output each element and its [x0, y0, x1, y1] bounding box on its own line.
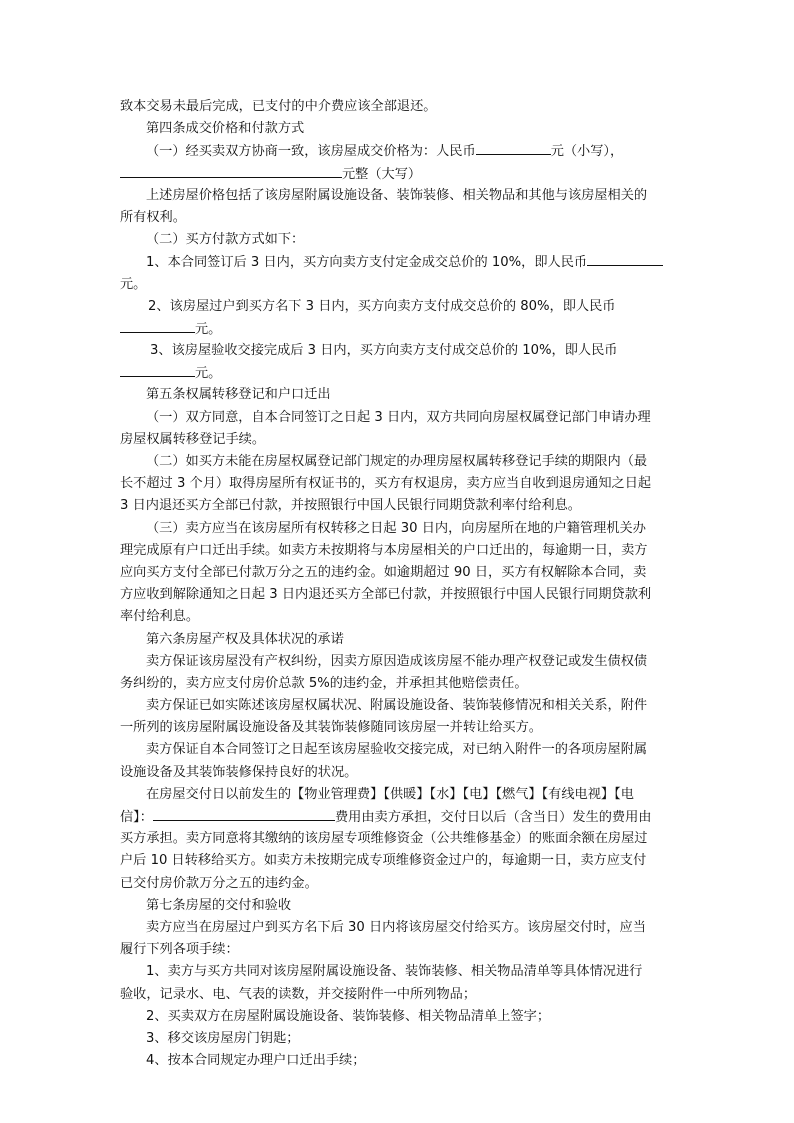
- line-text: 1、卖方与买方共同对该房屋附属设施设备、装饰装修、相关物品清单等具体情况进行: [146, 964, 643, 980]
- line-text: 2、该房屋过户到买方名下 3 日内，买方向卖方支付成交总价的 80%，即人民币: [148, 298, 616, 314]
- text-line: [120, 695, 676, 717]
- line-text: 2、买卖双方在房屋附属设施设备、装饰装修、相关物品清单上签字；: [146, 1008, 551, 1024]
- line-text: 第七条房屋的交付和验收: [146, 897, 292, 913]
- text-line: [120, 984, 676, 1006]
- text-line: [120, 939, 676, 961]
- text-line: [120, 540, 676, 562]
- text-line: [120, 118, 676, 140]
- line-text: （一）双方同意，自本合同签订之日起 3 日内，双方共同向房屋权属登记部门申请办理: [146, 409, 651, 425]
- line-text: 理完成原有户口迁出手续。如卖方未按期将与本房屋相关的户口迁出的，每逾期一日，卖方: [120, 542, 648, 558]
- text-line: [120, 296, 676, 318]
- line-text: 第五条权属转移登记和户口迁出: [146, 387, 331, 403]
- text-line: [120, 96, 676, 118]
- line-text: （二）买方付款方式如下：: [146, 232, 305, 248]
- line-text: 所有权利。: [120, 209, 186, 225]
- text-line: [120, 1006, 676, 1028]
- text-line: [120, 739, 676, 761]
- text-line: [120, 1028, 676, 1050]
- line-text: 方应收到解除通知之日起 3 日内退还买方全部已付款，并按照银行中国人民银行同期贷款利: [120, 587, 652, 603]
- line-text: 一所列的该房屋附属设施设备及其装饰装修随同该房屋一并转让给买方。: [120, 720, 542, 736]
- text-line: [120, 362, 676, 384]
- line-text: 元。: [195, 366, 222, 382]
- text-line: [120, 828, 676, 850]
- line-text: 上述房屋价格包括了该房屋附属设施设备、装饰装修、相关物品和其他与该房屋相关的: [146, 187, 648, 203]
- line-text: 长不超过 3 个月）取得房屋所有权证书的，买方有权退房，卖方应当自收到退房通知之日起: [120, 476, 652, 492]
- line-text: 率付给利息。: [120, 609, 200, 625]
- line-text: （二）如买方未能在房屋权属登记部门规定的办理房屋权属转移登记手续的期限内（最: [146, 454, 648, 469]
- line-text: 第四条成交价格和付款方式: [146, 121, 305, 137]
- line-text: 信】：: [120, 810, 153, 825]
- text-line: [120, 673, 676, 695]
- line-text: 3、移交该房屋房门钥匙；: [146, 1030, 300, 1046]
- line-text: 元整（大写）: [342, 166, 422, 182]
- text-line: [120, 163, 676, 185]
- text-line: [120, 473, 676, 495]
- text-line: [120, 1050, 676, 1072]
- line-text: 3 日内退还买方全部已付款，并按照银行中国人民银行同期贷款利率付给利息。: [120, 498, 581, 514]
- blank-underline: [476, 140, 551, 155]
- text-line: [120, 961, 676, 983]
- text-line: [120, 717, 676, 739]
- line-text: 卖方应当在房屋过户到买方名下后 30 日内将该房屋交付给买方。该房屋交付时，应当: [146, 919, 646, 935]
- text-line: [120, 251, 676, 273]
- text-line: [120, 850, 676, 872]
- text-line: [120, 340, 676, 362]
- line-text: 卖方保证该房屋没有产权纠纷，因卖方原因造成该房屋不能办理产权登记或发生债权债: [146, 653, 648, 669]
- line-text: 第六条房屋产权及具体状况的承诺: [146, 631, 344, 647]
- text-line: [120, 895, 676, 917]
- text-line: [120, 651, 676, 673]
- text-line: [120, 873, 676, 895]
- blank-underline: [120, 362, 195, 377]
- text-line: [120, 207, 676, 229]
- line-text: 应向买方支付全部已付款万分之五的违约金。如逾期超过 90 日，买方有权解除本合同，卖: [120, 564, 647, 580]
- text-line: [120, 584, 676, 606]
- text-line: [120, 274, 676, 296]
- line-text: 验收，记录水、电、气表的读数，并交接附件一中所列物品；: [120, 986, 477, 1002]
- text-line: [120, 229, 676, 251]
- line-text: 1、本合同签订后 3 日内，买方向卖方支付定金成交总价的 10%，即人民币: [146, 255, 588, 271]
- line-text: 元。: [195, 321, 222, 337]
- line-text: 3、该房屋验收交接完成后 3 日内，买方向卖方支付成交总价的 10%，即人民币: [150, 343, 618, 359]
- line-text: 设施设备及其装饰装修保持良好的状况。: [120, 764, 358, 780]
- blank-underline: [120, 318, 195, 333]
- text-line: [120, 562, 676, 584]
- line-text: 卖方保证已如实陈述该房屋权属状况、附属设施设备、装饰装修情况和相关关系，附件: [146, 698, 648, 714]
- line-text: 卖方保证自本合同签订之日起至该房屋验收交接完成，对已纳入附件一的各项房屋附属: [146, 742, 648, 758]
- line-text: 务纠纷的，卖方应支付房价总款 5%的违约金，并承担其他赔偿责任。: [120, 675, 528, 691]
- text-line: [120, 140, 676, 162]
- blank-underline: [153, 806, 335, 821]
- text-line: [120, 806, 676, 828]
- text-line: [120, 451, 676, 473]
- text-line: [120, 518, 676, 540]
- line-text-tail: 费用由卖方承担，交付日以后（含当日）发生的费用由: [334, 810, 652, 825]
- text-line: [120, 384, 676, 406]
- text-line: [120, 606, 676, 628]
- text-line: [120, 917, 676, 939]
- line-text: 户后 10 日转移给买方。如卖方未按期完成专项维修资金过户的，每逾期一日，卖方应支付: [120, 853, 647, 869]
- blank-underline: [587, 251, 663, 266]
- text-line: [120, 495, 676, 517]
- line-text: 履行下列各项手续：: [120, 942, 239, 958]
- line-text: 致本交易未最后完成，已支付的中介费应该全部退还。: [120, 99, 437, 114]
- line-text: 元。: [120, 276, 147, 292]
- line-text: 房屋权属转移登记手续。: [120, 431, 266, 447]
- text-line: [120, 762, 676, 784]
- text-line: [120, 318, 676, 340]
- blank-underline: [120, 163, 342, 178]
- line-text: （一）经买卖双方协商一致，该房屋成交价格为：人民币: [146, 144, 476, 160]
- line-text: （三）卖方应当在该房屋所有权转移之日起 30 日内，向房屋所在地的户籍管理机关办: [146, 520, 646, 536]
- line-text: 4、按本合同规定办理户口迁出手续；: [146, 1053, 366, 1069]
- line-text-tail: 元（小写），: [550, 144, 624, 160]
- line-text: 在房屋交付日以前发生的【物业管理费】【供暖】【水】【电】【燃气】【有线电视】【电: [146, 786, 634, 802]
- text-line: [120, 185, 676, 207]
- text-line: [120, 784, 676, 806]
- text-line: [120, 629, 676, 651]
- line-text: 买方承担。卖方同意将其缴纳的该房屋专项维修资金（公共维修基金）的账面余额在房屋过: [120, 831, 648, 847]
- contract-page: [120, 96, 676, 1072]
- text-line: [120, 429, 676, 451]
- text-line: [120, 407, 676, 429]
- line-text: 已交付房价款万分之五的违约金。: [120, 875, 318, 891]
